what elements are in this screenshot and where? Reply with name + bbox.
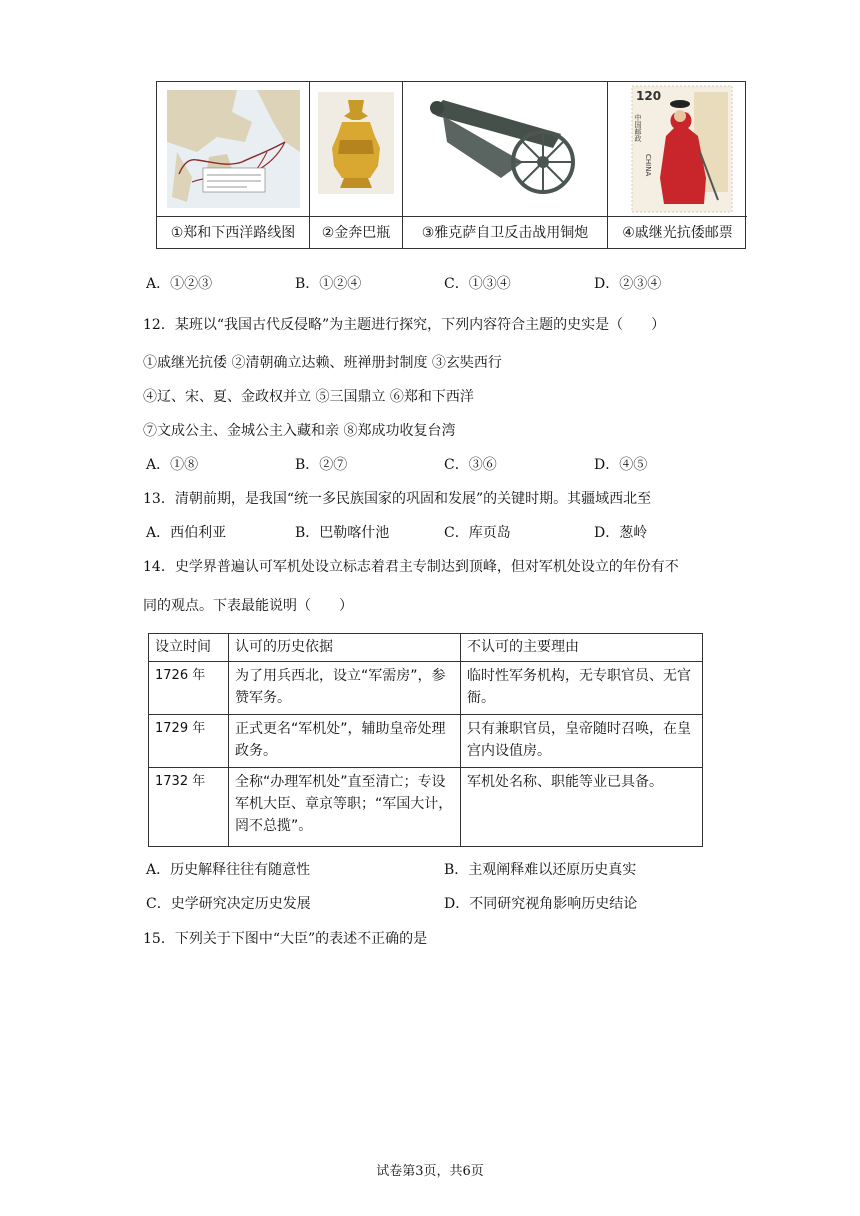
table-header-time: 设立时间: [149, 634, 229, 662]
cannon-icon: [403, 82, 607, 217]
q14-option-b[interactable]: B．主观阐释难以还原历史真实: [444, 862, 637, 878]
golden-vase-icon: [310, 82, 402, 217]
svg-text:中国邮政: 中国邮政: [634, 114, 642, 142]
page-footer: 试卷第3页，共6页: [376, 1164, 484, 1179]
table-cell-year: 1726 年: [149, 662, 229, 715]
table-header-basis: 认可的历史依据: [229, 634, 461, 662]
q11-option-b[interactable]: B．①②④: [295, 276, 362, 292]
table-cell-year: 1732 年: [149, 768, 229, 846]
table-header-reason: 不认可的主要理由: [461, 634, 703, 662]
table-cell-reason: 军机处名称、职能等业已具备。: [467, 774, 663, 790]
q13-option-d[interactable]: D．葱岭: [594, 525, 648, 541]
q12-line-1: ①戚继光抗倭 ②清朝确立达赖、班禅册封制度 ③玄奘西行: [143, 355, 502, 371]
q14-stem-line-2: 同的观点。下表最能说明（ ）: [143, 598, 353, 614]
q12-line-3: ⑦文成公主、金城公主入藏和亲 ⑧郑成功收复台湾: [143, 423, 456, 439]
table-cell-basis: 为了用兵西北，设立“军需房”，参赞军务。: [229, 662, 461, 715]
table-cell-year: 1729 年: [149, 715, 229, 768]
image-caption: ④戚继光抗倭邮票: [622, 224, 733, 241]
svg-text:CHINA: CHINA: [644, 154, 652, 177]
q14-stem-line-1: 14．史学界普遍认可军机处设立标志着君主专制达到顶峰，但对军机处设立的年份有不: [143, 559, 679, 575]
q12-line-2: ④辽、宋、夏、金政权并立 ⑤三国鼎立 ⑥郑和下西洋: [143, 389, 474, 405]
q12-option-b[interactable]: B．②⑦: [295, 457, 348, 473]
stamp-icon: [608, 82, 747, 217]
q13-stem: 13．清朝前期，是我国“统一多民族国家的巩固和发展”的关键时期。其疆域西北至: [143, 491, 652, 507]
q12-stem: 12．某班以“我国古代反侵略”为主题进行探究，下列内容符合主题的史实是（ ）: [143, 317, 666, 333]
image-caption: ③雅克萨自卫反击战用铜炮: [421, 224, 589, 241]
table-cell-basis: 正式更名“军机处”，辅助皇帝处理政务。: [229, 715, 461, 768]
q13-option-c[interactable]: C．库页岛: [444, 525, 511, 541]
q11-option-a[interactable]: A．①②③: [146, 276, 213, 292]
image-cell-cannon: [403, 82, 608, 248]
image-table: [156, 81, 746, 249]
q11-option-d[interactable]: D．②③④: [594, 276, 662, 292]
q13-option-a[interactable]: A．西伯利亚: [146, 525, 227, 541]
image-cell-map: [157, 82, 310, 248]
table-cell-reason: 临时性军务机构，无专职官员、无官衙。: [461, 662, 703, 715]
map-icon: [157, 82, 309, 217]
q14-option-c[interactable]: C．史学研究决定历史发展: [146, 896, 311, 912]
svg-text:120: 120: [636, 89, 662, 103]
q12-option-a[interactable]: A．①⑧: [146, 457, 199, 473]
image-cell-vase: [310, 82, 403, 248]
q14-option-a[interactable]: A．历史解释往往有随意性: [146, 862, 311, 878]
table-cell-basis: 全称“办理军机处”直至清亡；专设军机大臣、章京等职；“军国大计，罔不总揽”。: [229, 768, 461, 846]
q12-option-d[interactable]: D．④⑤: [594, 457, 648, 473]
table-cell-reason: 只有兼职官员，皇帝随时召唤，在皇宫内设值房。: [461, 715, 703, 768]
q11-option-c[interactable]: C．①③④: [444, 276, 511, 292]
q13-option-b[interactable]: B．巴勒喀什池: [295, 525, 390, 541]
military-bureau-table: [148, 633, 703, 847]
image-cell-stamp: [608, 82, 747, 248]
q15-stem: 15．下列关于下图中“大臣”的表述不正确的是: [143, 931, 428, 947]
q14-option-d[interactable]: D．不同研究视角影响历史结论: [444, 896, 638, 912]
q12-option-c[interactable]: C．③⑥: [444, 457, 497, 473]
image-caption: ②金奔巴瓶: [321, 224, 391, 241]
image-caption: ①郑和下西洋路线图: [170, 224, 296, 241]
